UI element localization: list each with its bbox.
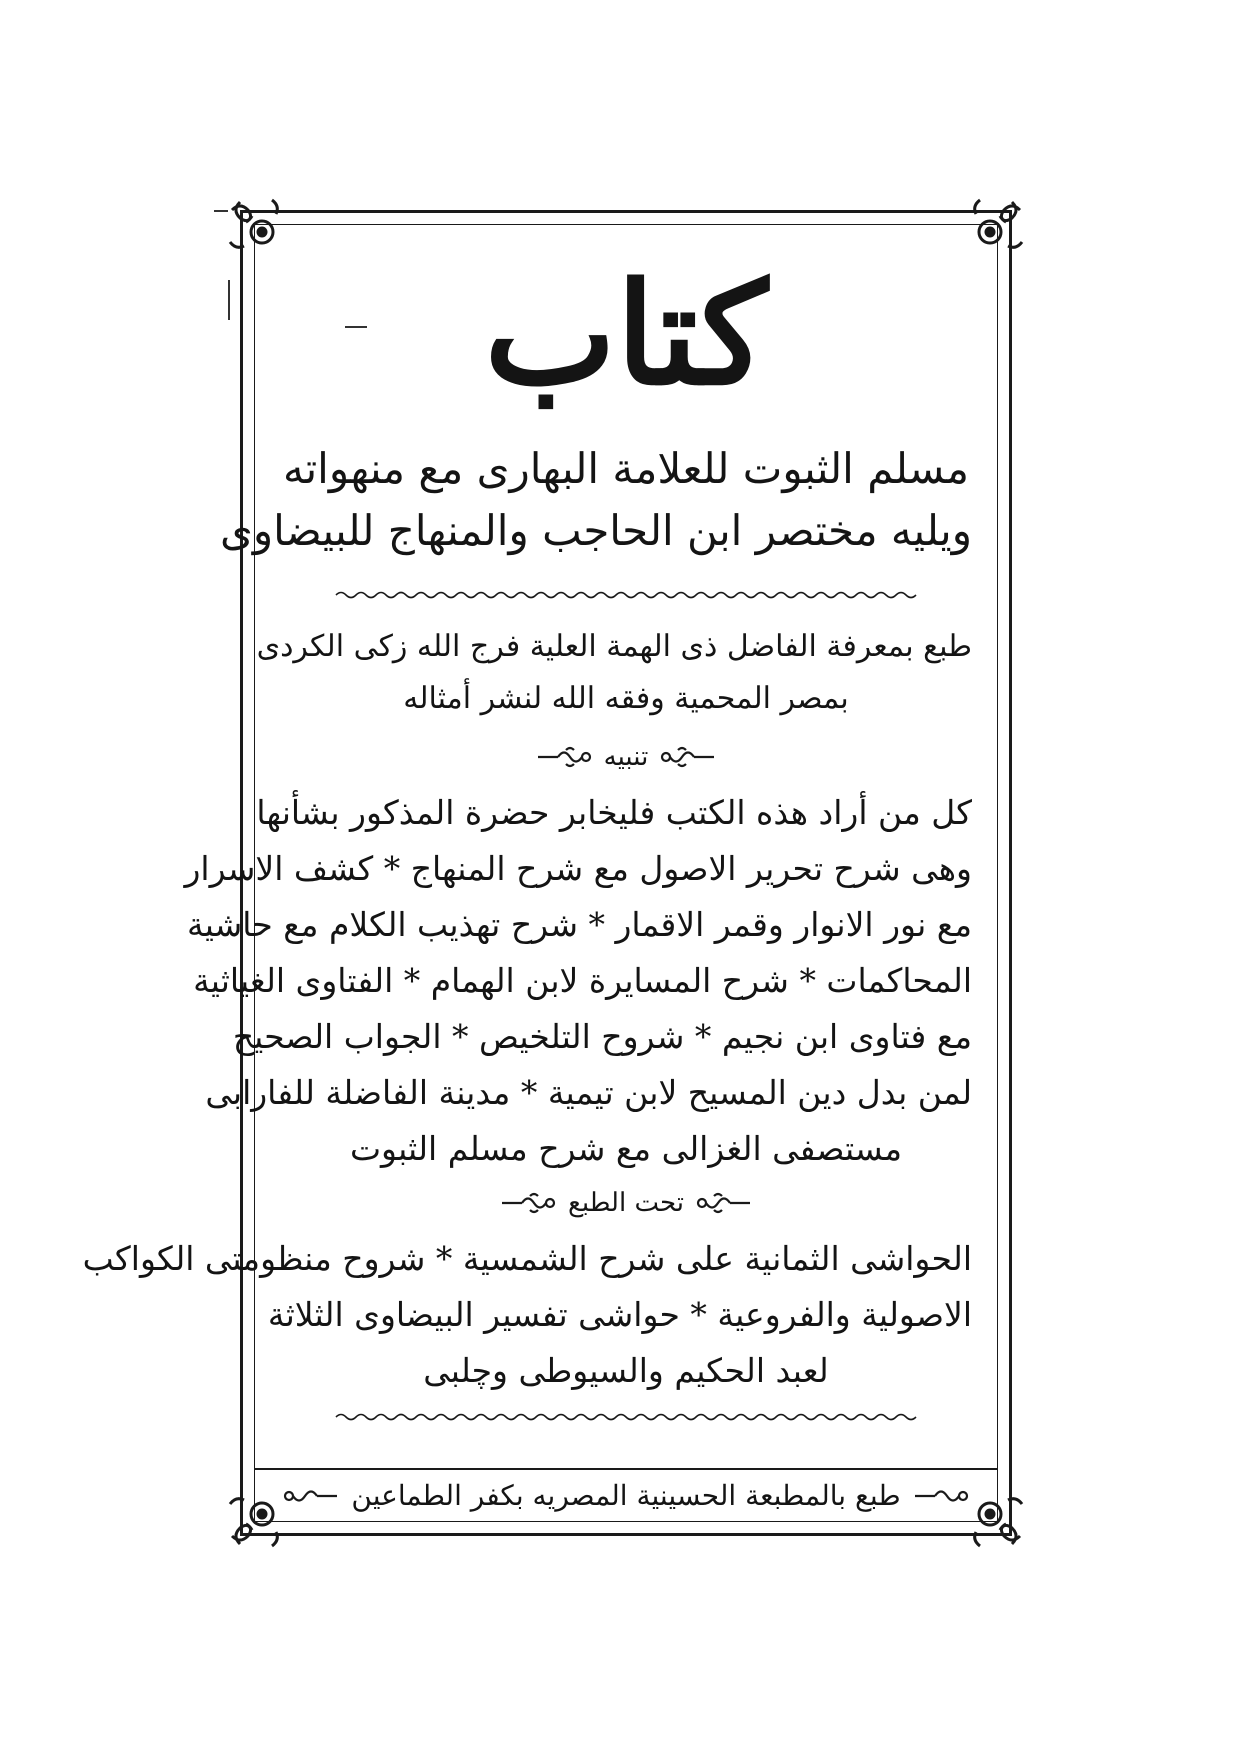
corner-ornament-icon <box>964 196 1026 258</box>
notice-line: مع فتاوى ابن نجيم * شروح التلخيص * الجواب الصحيح <box>232 1017 972 1056</box>
arabesque-ornament-icon <box>500 1192 558 1214</box>
notice-line: كل من أراد هذه الكتب فليخابر حضرة المذكور بشأنها <box>256 793 972 832</box>
footer-text: طبع بالمطبعة الحسينية المصريه بكفر الطماعين <box>351 1479 901 1512</box>
wavy-divider <box>336 1412 916 1422</box>
in-press-line: الحواشى الثمانية على شرح الشمسية * شروح منظومتى الكواكب <box>82 1239 972 1278</box>
in-press-line: الاصولية والفروعية * حواشى تفسير البيضاوى الثلاثة <box>267 1295 972 1334</box>
printer-line-2: بمصر المحمية وفقه الله لنشر أمثاله <box>403 681 849 716</box>
arabesque-ornament-icon <box>913 1485 971 1507</box>
wavy-divider <box>336 590 916 600</box>
notice-line: مستصفى الغزالى مع شرح مسلم الثبوت <box>349 1129 903 1168</box>
corner-ornament-icon <box>226 196 288 258</box>
in-press-heading-text: تحت الطبع <box>568 1188 684 1218</box>
notice-line: وهى شرح تحرير الاصول مع شرح المنهاج * كشف الاسرار <box>184 849 972 888</box>
arabesque-ornament-icon <box>658 746 716 768</box>
printing-house-footer <box>254 1468 998 1522</box>
in-press-heading <box>280 1180 972 1226</box>
book-title: كتاب <box>484 253 768 417</box>
arabesque-ornament-icon <box>694 1192 752 1214</box>
subtitle-line-1: مسلم الثبوت للعلامة البهارى مع منهواته <box>282 444 970 493</box>
print-mark <box>228 280 230 320</box>
printer-line-1: طبع بمعرفة الفاضل ذى الهمة العلية فرج الله زكى الكردى <box>256 629 972 664</box>
notice-heading-text: تنبيه <box>603 742 649 772</box>
notice-line: المحاكمات * شرح المسايرة لابن الهمام * الفتاوى الغياثية <box>193 961 972 1000</box>
notice-heading <box>280 734 972 780</box>
arabesque-ornament-icon <box>281 1485 339 1507</box>
in-press-line: لعبد الحكيم والسيوطى وچلبى <box>423 1351 829 1390</box>
notice-line: مع نور الانوار وقمر الاقمار * شرح تهذيب الكلام مع حاشية <box>187 905 972 944</box>
arabesque-ornament-icon <box>536 746 594 768</box>
notice-line: لمن بدل دين المسيح لابن تيمية * مدينة الفاضلة للفارابى <box>205 1073 972 1112</box>
title-page-content <box>82 240 972 1510</box>
subtitle-line-2: ويليه مختصر ابن الحاجب والمنهاج للبيضاوى <box>219 506 972 555</box>
